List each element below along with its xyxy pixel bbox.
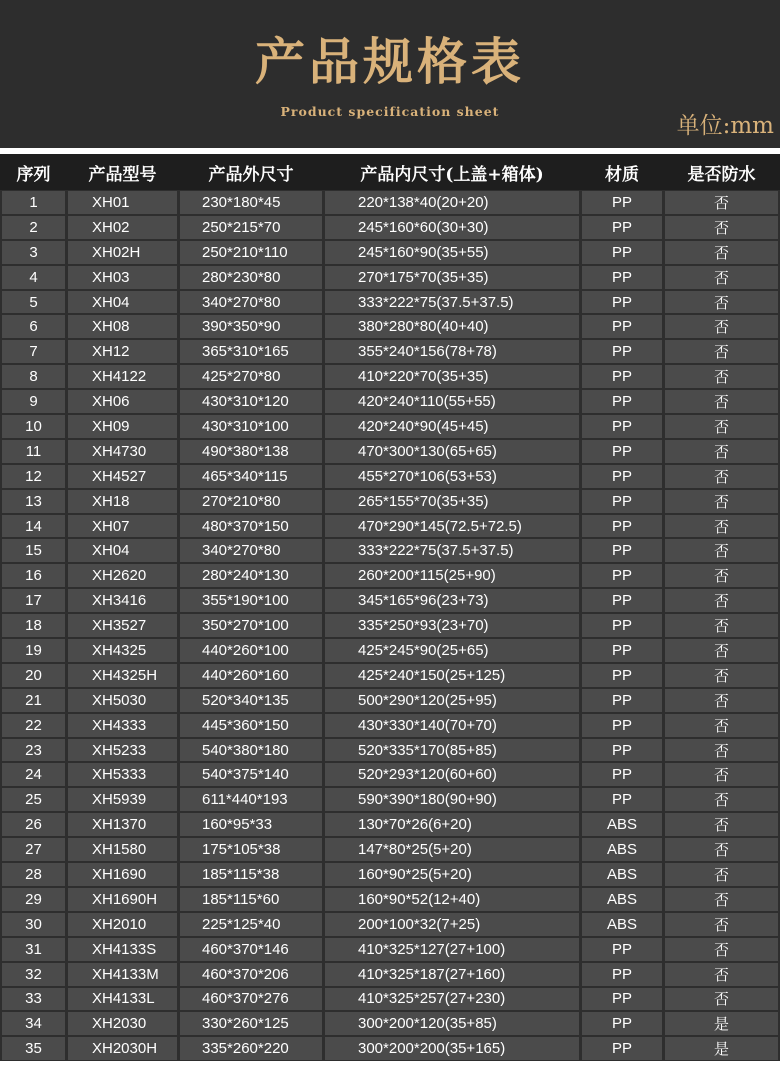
cell-inner-size: 380*280*80(40+40) bbox=[325, 315, 579, 338]
cell-index: 24 bbox=[2, 763, 65, 786]
cell-outer-size: 340*270*80 bbox=[180, 291, 322, 314]
cell-waterproof: 否 bbox=[665, 216, 778, 239]
table-row bbox=[0, 290, 780, 315]
cell-waterproof: 否 bbox=[665, 465, 778, 488]
cell-material: PP bbox=[582, 291, 662, 314]
cell-index: 6 bbox=[2, 315, 65, 338]
cell-material: PP bbox=[582, 1037, 662, 1060]
cell-index: 17 bbox=[2, 589, 65, 612]
cell-inner-size: 245*160*60(30+30) bbox=[325, 216, 579, 239]
cell-inner-size: 590*390*180(90+90) bbox=[325, 788, 579, 811]
cell-index: 2 bbox=[2, 216, 65, 239]
cell-model: XH1580 bbox=[68, 838, 177, 861]
column-header-model: 产品型号 bbox=[88, 164, 157, 185]
cell-inner-size: 520*293*120(60+60) bbox=[325, 763, 579, 786]
unit-label: 单位:mm bbox=[676, 113, 774, 139]
cell-material: PP bbox=[582, 365, 662, 388]
cell-inner-size: 345*165*96(23+73) bbox=[325, 589, 579, 612]
cell-outer-size: 355*190*100 bbox=[180, 589, 322, 612]
cell-index: 16 bbox=[2, 564, 65, 587]
cell-inner-size: 147*80*25(5+20) bbox=[325, 838, 579, 861]
cell-waterproof: 否 bbox=[665, 191, 778, 214]
cell-material: ABS bbox=[582, 863, 662, 886]
cell-model: XH1370 bbox=[68, 813, 177, 836]
cell-material: PP bbox=[582, 664, 662, 687]
cell-outer-size: 611*440*193 bbox=[180, 788, 322, 811]
cell-index: 7 bbox=[2, 340, 65, 363]
cell-index: 8 bbox=[2, 365, 65, 388]
cell-waterproof: 否 bbox=[665, 888, 778, 911]
table-row bbox=[0, 439, 780, 464]
cell-index: 12 bbox=[2, 465, 65, 488]
cell-material: PP bbox=[582, 639, 662, 662]
cell-waterproof: 是 bbox=[665, 1012, 778, 1035]
cell-inner-size: 470*290*145(72.5+72.5) bbox=[325, 515, 579, 538]
cell-model: XH5030 bbox=[68, 689, 177, 712]
cell-inner-size: 300*200*200(35+165) bbox=[325, 1037, 579, 1060]
cell-waterproof: 否 bbox=[665, 938, 778, 961]
cell-model: XH4133S bbox=[68, 938, 177, 961]
cell-outer-size: 490*380*138 bbox=[180, 440, 322, 463]
cell-outer-size: 440*260*100 bbox=[180, 639, 322, 662]
cell-waterproof: 否 bbox=[665, 838, 778, 861]
cell-waterproof: 否 bbox=[665, 988, 778, 1011]
cell-inner-size: 425*245*90(25+65) bbox=[325, 639, 579, 662]
table-header-row bbox=[0, 154, 780, 190]
cell-outer-size: 250*215*70 bbox=[180, 216, 322, 239]
column-header-material: 材质 bbox=[605, 164, 639, 185]
cell-model: XH09 bbox=[68, 415, 177, 438]
cell-waterproof: 否 bbox=[665, 963, 778, 986]
cell-model: XH5233 bbox=[68, 739, 177, 762]
page-title: 产品规格表 bbox=[255, 32, 525, 91]
cell-index: 30 bbox=[2, 913, 65, 936]
cell-inner-size: 265*155*70(35+35) bbox=[325, 490, 579, 513]
cell-index: 10 bbox=[2, 415, 65, 438]
cell-index: 33 bbox=[2, 988, 65, 1011]
cell-model: XH4325H bbox=[68, 664, 177, 687]
cell-material: PP bbox=[582, 315, 662, 338]
cell-material: PP bbox=[582, 589, 662, 612]
cell-outer-size: 160*95*33 bbox=[180, 813, 322, 836]
cell-model: XH18 bbox=[68, 490, 177, 513]
cell-outer-size: 350*270*100 bbox=[180, 614, 322, 637]
table-row bbox=[0, 812, 780, 837]
cell-waterproof: 否 bbox=[665, 664, 778, 687]
cell-material: PP bbox=[582, 191, 662, 214]
table-row bbox=[0, 762, 780, 787]
cell-model: XH01 bbox=[68, 191, 177, 214]
spec-table bbox=[0, 154, 780, 1061]
cell-model: XH04 bbox=[68, 539, 177, 562]
cell-index: 35 bbox=[2, 1037, 65, 1060]
cell-material: ABS bbox=[582, 813, 662, 836]
cell-model: XH4527 bbox=[68, 465, 177, 488]
cell-waterproof: 否 bbox=[665, 539, 778, 562]
column-header-inner-size: 产品内尺寸(上盖+箱体) bbox=[360, 164, 544, 185]
cell-material: ABS bbox=[582, 888, 662, 911]
table-row bbox=[0, 364, 780, 389]
cell-outer-size: 425*270*80 bbox=[180, 365, 322, 388]
cell-outer-size: 280*240*130 bbox=[180, 564, 322, 587]
table-row bbox=[0, 862, 780, 887]
cell-inner-size: 260*200*115(25+90) bbox=[325, 564, 579, 587]
cell-inner-size: 333*222*75(37.5+37.5) bbox=[325, 291, 579, 314]
cell-waterproof: 是 bbox=[665, 1037, 778, 1060]
cell-index: 32 bbox=[2, 963, 65, 986]
cell-model: XH4133L bbox=[68, 988, 177, 1011]
cell-outer-size: 540*380*180 bbox=[180, 739, 322, 762]
cell-outer-size: 250*210*110 bbox=[180, 241, 322, 264]
cell-outer-size: 520*340*135 bbox=[180, 689, 322, 712]
table-row bbox=[0, 514, 780, 539]
cell-model: XH3416 bbox=[68, 589, 177, 612]
table-row bbox=[0, 962, 780, 987]
table-row bbox=[0, 389, 780, 414]
cell-index: 21 bbox=[2, 689, 65, 712]
cell-material: ABS bbox=[582, 838, 662, 861]
table-row bbox=[0, 713, 780, 738]
cell-index: 19 bbox=[2, 639, 65, 662]
column-header-outer-size: 产品外尺寸 bbox=[208, 164, 294, 185]
cell-index: 31 bbox=[2, 938, 65, 961]
cell-waterproof: 否 bbox=[665, 813, 778, 836]
cell-inner-size: 355*240*156(78+78) bbox=[325, 340, 579, 363]
cell-outer-size: 460*370*146 bbox=[180, 938, 322, 961]
cell-model: XH5333 bbox=[68, 763, 177, 786]
cell-outer-size: 465*340*115 bbox=[180, 465, 322, 488]
cell-inner-size: 430*330*140(70+70) bbox=[325, 714, 579, 737]
cell-inner-size: 420*240*110(55+55) bbox=[325, 390, 579, 413]
table-row bbox=[0, 887, 780, 912]
cell-waterproof: 否 bbox=[665, 340, 778, 363]
cell-waterproof: 否 bbox=[665, 639, 778, 662]
cell-material: PP bbox=[582, 490, 662, 513]
table-row bbox=[0, 912, 780, 937]
cell-index: 22 bbox=[2, 714, 65, 737]
cell-model: XH5939 bbox=[68, 788, 177, 811]
cell-inner-size: 160*90*52(12+40) bbox=[325, 888, 579, 911]
table-row bbox=[0, 414, 780, 439]
cell-inner-size: 410*220*70(35+35) bbox=[325, 365, 579, 388]
cell-inner-size: 200*100*32(7+25) bbox=[325, 913, 579, 936]
cell-model: XH4325 bbox=[68, 639, 177, 662]
cell-material: PP bbox=[582, 266, 662, 289]
cell-waterproof: 否 bbox=[665, 614, 778, 637]
cell-index: 26 bbox=[2, 813, 65, 836]
table-row bbox=[0, 663, 780, 688]
cell-waterproof: 否 bbox=[665, 266, 778, 289]
cell-inner-size: 455*270*106(53+53) bbox=[325, 465, 579, 488]
cell-waterproof: 否 bbox=[665, 589, 778, 612]
table-row bbox=[0, 837, 780, 862]
cell-material: PP bbox=[582, 938, 662, 961]
cell-material: PP bbox=[582, 614, 662, 637]
cell-material: PP bbox=[582, 390, 662, 413]
cell-model: XH1690 bbox=[68, 863, 177, 886]
table-row bbox=[0, 787, 780, 812]
cell-model: XH07 bbox=[68, 515, 177, 538]
cell-material: PP bbox=[582, 988, 662, 1011]
cell-outer-size: 390*350*90 bbox=[180, 315, 322, 338]
cell-inner-size: 220*138*40(20+20) bbox=[325, 191, 579, 214]
cell-waterproof: 否 bbox=[665, 291, 778, 314]
table-row bbox=[0, 240, 780, 265]
cell-model: XH08 bbox=[68, 315, 177, 338]
cell-inner-size: 470*300*130(65+65) bbox=[325, 440, 579, 463]
cell-inner-size: 410*325*127(27+100) bbox=[325, 938, 579, 961]
table-row bbox=[0, 1011, 780, 1036]
cell-index: 15 bbox=[2, 539, 65, 562]
page-subtitle: Product specification sheet bbox=[280, 104, 500, 119]
cell-waterproof: 否 bbox=[665, 440, 778, 463]
cell-waterproof: 否 bbox=[665, 788, 778, 811]
cell-model: XH02 bbox=[68, 216, 177, 239]
cell-waterproof: 否 bbox=[665, 315, 778, 338]
cell-model: XH12 bbox=[68, 340, 177, 363]
cell-waterproof: 否 bbox=[665, 241, 778, 264]
cell-material: PP bbox=[582, 714, 662, 737]
cell-outer-size: 335*260*220 bbox=[180, 1037, 322, 1060]
table-row bbox=[0, 588, 780, 613]
cell-waterproof: 否 bbox=[665, 415, 778, 438]
cell-inner-size: 425*240*150(25+125) bbox=[325, 664, 579, 687]
cell-model: XH2030H bbox=[68, 1037, 177, 1060]
cell-outer-size: 460*370*276 bbox=[180, 988, 322, 1011]
cell-index: 29 bbox=[2, 888, 65, 911]
table-row bbox=[0, 563, 780, 588]
cell-index: 23 bbox=[2, 739, 65, 762]
cell-index: 13 bbox=[2, 490, 65, 513]
cell-waterproof: 否 bbox=[665, 739, 778, 762]
cell-waterproof: 否 bbox=[665, 564, 778, 587]
cell-index: 9 bbox=[2, 390, 65, 413]
cell-material: PP bbox=[582, 465, 662, 488]
cell-inner-size: 410*325*257(27+230) bbox=[325, 988, 579, 1011]
table-row bbox=[0, 190, 780, 215]
cell-outer-size: 460*370*206 bbox=[180, 963, 322, 986]
table-row bbox=[0, 738, 780, 763]
cell-index: 11 bbox=[2, 440, 65, 463]
cell-model: XH4730 bbox=[68, 440, 177, 463]
page-header bbox=[0, 0, 780, 148]
cell-material: PP bbox=[582, 689, 662, 712]
cell-material: PP bbox=[582, 564, 662, 587]
cell-index: 27 bbox=[2, 838, 65, 861]
cell-index: 5 bbox=[2, 291, 65, 314]
cell-waterproof: 否 bbox=[665, 913, 778, 936]
cell-model: XH02H bbox=[68, 241, 177, 264]
cell-waterproof: 否 bbox=[665, 714, 778, 737]
cell-outer-size: 430*310*120 bbox=[180, 390, 322, 413]
table-row bbox=[0, 613, 780, 638]
cell-material: PP bbox=[582, 963, 662, 986]
cell-index: 4 bbox=[2, 266, 65, 289]
cell-model: XH2620 bbox=[68, 564, 177, 587]
cell-material: PP bbox=[582, 739, 662, 762]
cell-inner-size: 420*240*90(45+45) bbox=[325, 415, 579, 438]
table-row bbox=[0, 987, 780, 1012]
cell-outer-size: 280*230*80 bbox=[180, 266, 322, 289]
cell-model: XH4333 bbox=[68, 714, 177, 737]
cell-waterproof: 否 bbox=[665, 390, 778, 413]
cell-index: 34 bbox=[2, 1012, 65, 1035]
cell-outer-size: 225*125*40 bbox=[180, 913, 322, 936]
column-header-index: 序列 bbox=[16, 164, 51, 185]
table-row bbox=[0, 1036, 780, 1061]
cell-outer-size: 440*260*160 bbox=[180, 664, 322, 687]
cell-inner-size: 160*90*25(5+20) bbox=[325, 863, 579, 886]
cell-index: 3 bbox=[2, 241, 65, 264]
cell-waterproof: 否 bbox=[665, 763, 778, 786]
cell-inner-size: 410*325*187(27+160) bbox=[325, 963, 579, 986]
cell-inner-size: 270*175*70(35+35) bbox=[325, 266, 579, 289]
cell-outer-size: 185*115*38 bbox=[180, 863, 322, 886]
cell-material: PP bbox=[582, 763, 662, 786]
cell-material: PP bbox=[582, 440, 662, 463]
cell-outer-size: 430*310*100 bbox=[180, 415, 322, 438]
table-row bbox=[0, 464, 780, 489]
cell-inner-size: 333*222*75(37.5+37.5) bbox=[325, 539, 579, 562]
cell-model: XH2010 bbox=[68, 913, 177, 936]
cell-outer-size: 270*210*80 bbox=[180, 490, 322, 513]
table-row bbox=[0, 489, 780, 514]
table-row bbox=[0, 215, 780, 240]
cell-inner-size: 130*70*26(6+20) bbox=[325, 813, 579, 836]
table-row bbox=[0, 538, 780, 563]
cell-outer-size: 340*270*80 bbox=[180, 539, 322, 562]
cell-index: 18 bbox=[2, 614, 65, 637]
table-row bbox=[0, 937, 780, 962]
cell-material: PP bbox=[582, 340, 662, 363]
cell-outer-size: 540*375*140 bbox=[180, 763, 322, 786]
cell-index: 20 bbox=[2, 664, 65, 687]
cell-index: 25 bbox=[2, 788, 65, 811]
cell-material: PP bbox=[582, 241, 662, 264]
cell-outer-size: 230*180*45 bbox=[180, 191, 322, 214]
cell-model: XH04 bbox=[68, 291, 177, 314]
cell-waterproof: 否 bbox=[665, 689, 778, 712]
cell-model: XH3527 bbox=[68, 614, 177, 637]
cell-model: XH06 bbox=[68, 390, 177, 413]
cell-material: PP bbox=[582, 539, 662, 562]
cell-model: XH1690H bbox=[68, 888, 177, 911]
cell-material: PP bbox=[582, 415, 662, 438]
cell-index: 1 bbox=[2, 191, 65, 214]
cell-outer-size: 480*370*150 bbox=[180, 515, 322, 538]
cell-model: XH4133M bbox=[68, 963, 177, 986]
cell-inner-size: 300*200*120(35+85) bbox=[325, 1012, 579, 1035]
cell-outer-size: 175*105*38 bbox=[180, 838, 322, 861]
table-row bbox=[0, 688, 780, 713]
cell-model: XH2030 bbox=[68, 1012, 177, 1035]
cell-waterproof: 否 bbox=[665, 365, 778, 388]
table-row bbox=[0, 638, 780, 663]
cell-waterproof: 否 bbox=[665, 863, 778, 886]
table-row bbox=[0, 314, 780, 339]
cell-outer-size: 445*360*150 bbox=[180, 714, 322, 737]
cell-inner-size: 335*250*93(23+70) bbox=[325, 614, 579, 637]
cell-outer-size: 185*115*60 bbox=[180, 888, 322, 911]
cell-index: 28 bbox=[2, 863, 65, 886]
cell-outer-size: 330*260*125 bbox=[180, 1012, 322, 1035]
cell-inner-size: 500*290*120(25+95) bbox=[325, 689, 579, 712]
cell-waterproof: 否 bbox=[665, 515, 778, 538]
column-header-waterproof: 是否防水 bbox=[687, 164, 756, 185]
cell-model: XH03 bbox=[68, 266, 177, 289]
table-row bbox=[0, 339, 780, 364]
cell-inner-size: 245*160*90(35+55) bbox=[325, 241, 579, 264]
cell-material: PP bbox=[582, 515, 662, 538]
cell-index: 14 bbox=[2, 515, 65, 538]
table-row bbox=[0, 265, 780, 290]
cell-waterproof: 否 bbox=[665, 490, 778, 513]
cell-inner-size: 520*335*170(85+85) bbox=[325, 739, 579, 762]
cell-material: PP bbox=[582, 216, 662, 239]
cell-material: ABS bbox=[582, 913, 662, 936]
cell-outer-size: 365*310*165 bbox=[180, 340, 322, 363]
cell-model: XH4122 bbox=[68, 365, 177, 388]
cell-material: PP bbox=[582, 1012, 662, 1035]
cell-material: PP bbox=[582, 788, 662, 811]
